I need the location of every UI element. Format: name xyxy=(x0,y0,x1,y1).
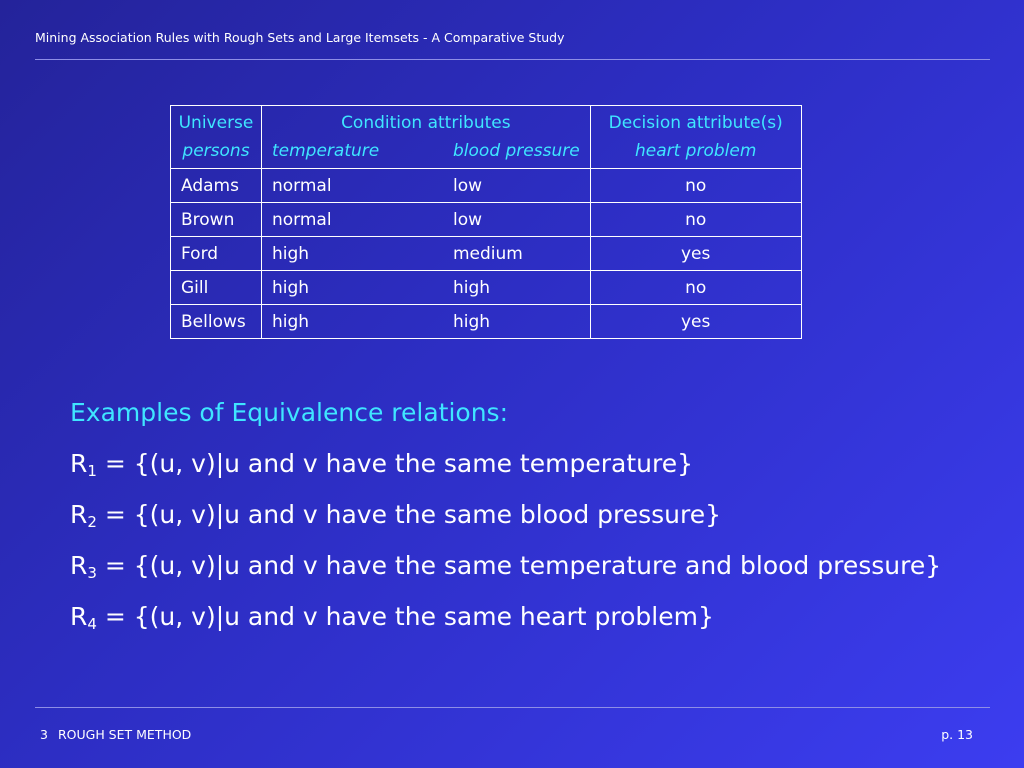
relation-text: = {(u, v)|u and v have the same temperature and blood pressure} xyxy=(96,551,942,580)
blood-pressure-label: blood pressure xyxy=(453,141,580,161)
relation-text: = {(u, v)|u and v have the same temperature} xyxy=(96,449,693,478)
decision-label: Decision attribute(s) xyxy=(608,113,783,133)
relation-r1 xyxy=(70,449,693,480)
cell-heart-problem: yes xyxy=(590,237,801,271)
relation-r3 xyxy=(70,551,941,582)
slide-header-title: Mining Association Rules with Rough Sets and Large Itemsets - A Comparative Study xyxy=(35,30,565,45)
temperature-label: temperature xyxy=(272,141,380,161)
header-decision-attributes xyxy=(590,106,801,169)
relation-text: = {(u, v)|u and v have the same blood pressure} xyxy=(96,500,722,529)
chapter-title: ROUGH SET METHOD xyxy=(57,727,192,742)
cell-blood-pressure: medium xyxy=(453,243,523,264)
cell-blood-pressure: low xyxy=(453,175,483,196)
relation-index: 3 xyxy=(87,564,97,582)
examples-heading: Examples of Equivalence relations: xyxy=(70,398,509,427)
cell-temperature: normal xyxy=(272,209,332,230)
relation-index: 2 xyxy=(87,513,97,531)
header-condition-attributes xyxy=(262,106,591,169)
relation-index: 4 xyxy=(87,615,97,633)
relation-r4 xyxy=(70,602,714,633)
cell-heart-problem: no xyxy=(590,203,801,237)
cell-temperature: normal xyxy=(272,175,332,196)
relation-symbol: R xyxy=(70,551,88,580)
cell-blood-pressure: low xyxy=(453,209,483,230)
cell-person: Adams xyxy=(171,169,262,203)
relation-r2 xyxy=(70,500,721,531)
table-row xyxy=(171,237,802,271)
cell-heart-problem: yes xyxy=(590,305,801,339)
relation-symbol: R xyxy=(70,602,88,631)
footer-chapter xyxy=(40,727,191,742)
footer-divider xyxy=(35,707,990,708)
cell-person: Brown xyxy=(171,203,262,237)
cell-blood-pressure: high xyxy=(453,277,491,298)
relation-symbol: R xyxy=(70,449,88,478)
information-table xyxy=(170,105,802,339)
page-number: p. 13 xyxy=(941,727,973,742)
table-row xyxy=(171,305,802,339)
relation-symbol: R xyxy=(70,500,88,529)
cell-temperature: high xyxy=(272,311,310,332)
universe-label: Universe xyxy=(178,113,254,133)
cell-heart-problem: no xyxy=(590,169,801,203)
cell-person: Ford xyxy=(171,237,262,271)
condition-label: Condition attributes xyxy=(341,113,511,133)
table-header-row xyxy=(171,106,802,169)
cell-temperature: high xyxy=(272,277,310,298)
universe-sub-label: persons xyxy=(182,141,250,161)
cell-temperature: high xyxy=(272,243,310,264)
relation-index: 1 xyxy=(87,462,97,480)
cell-person: Gill xyxy=(171,271,262,305)
header-universe xyxy=(171,106,262,169)
cell-blood-pressure: high xyxy=(453,311,491,332)
heart-problem-label: heart problem xyxy=(634,141,757,161)
chapter-number: 3 xyxy=(40,727,48,742)
relation-text: = {(u, v)|u and v have the same heart problem} xyxy=(96,602,714,631)
table-row xyxy=(171,203,802,237)
cell-heart-problem: no xyxy=(590,271,801,305)
header-divider xyxy=(35,59,990,60)
table-row xyxy=(171,271,802,305)
cell-person: Bellows xyxy=(171,305,262,339)
table-row xyxy=(171,169,802,203)
